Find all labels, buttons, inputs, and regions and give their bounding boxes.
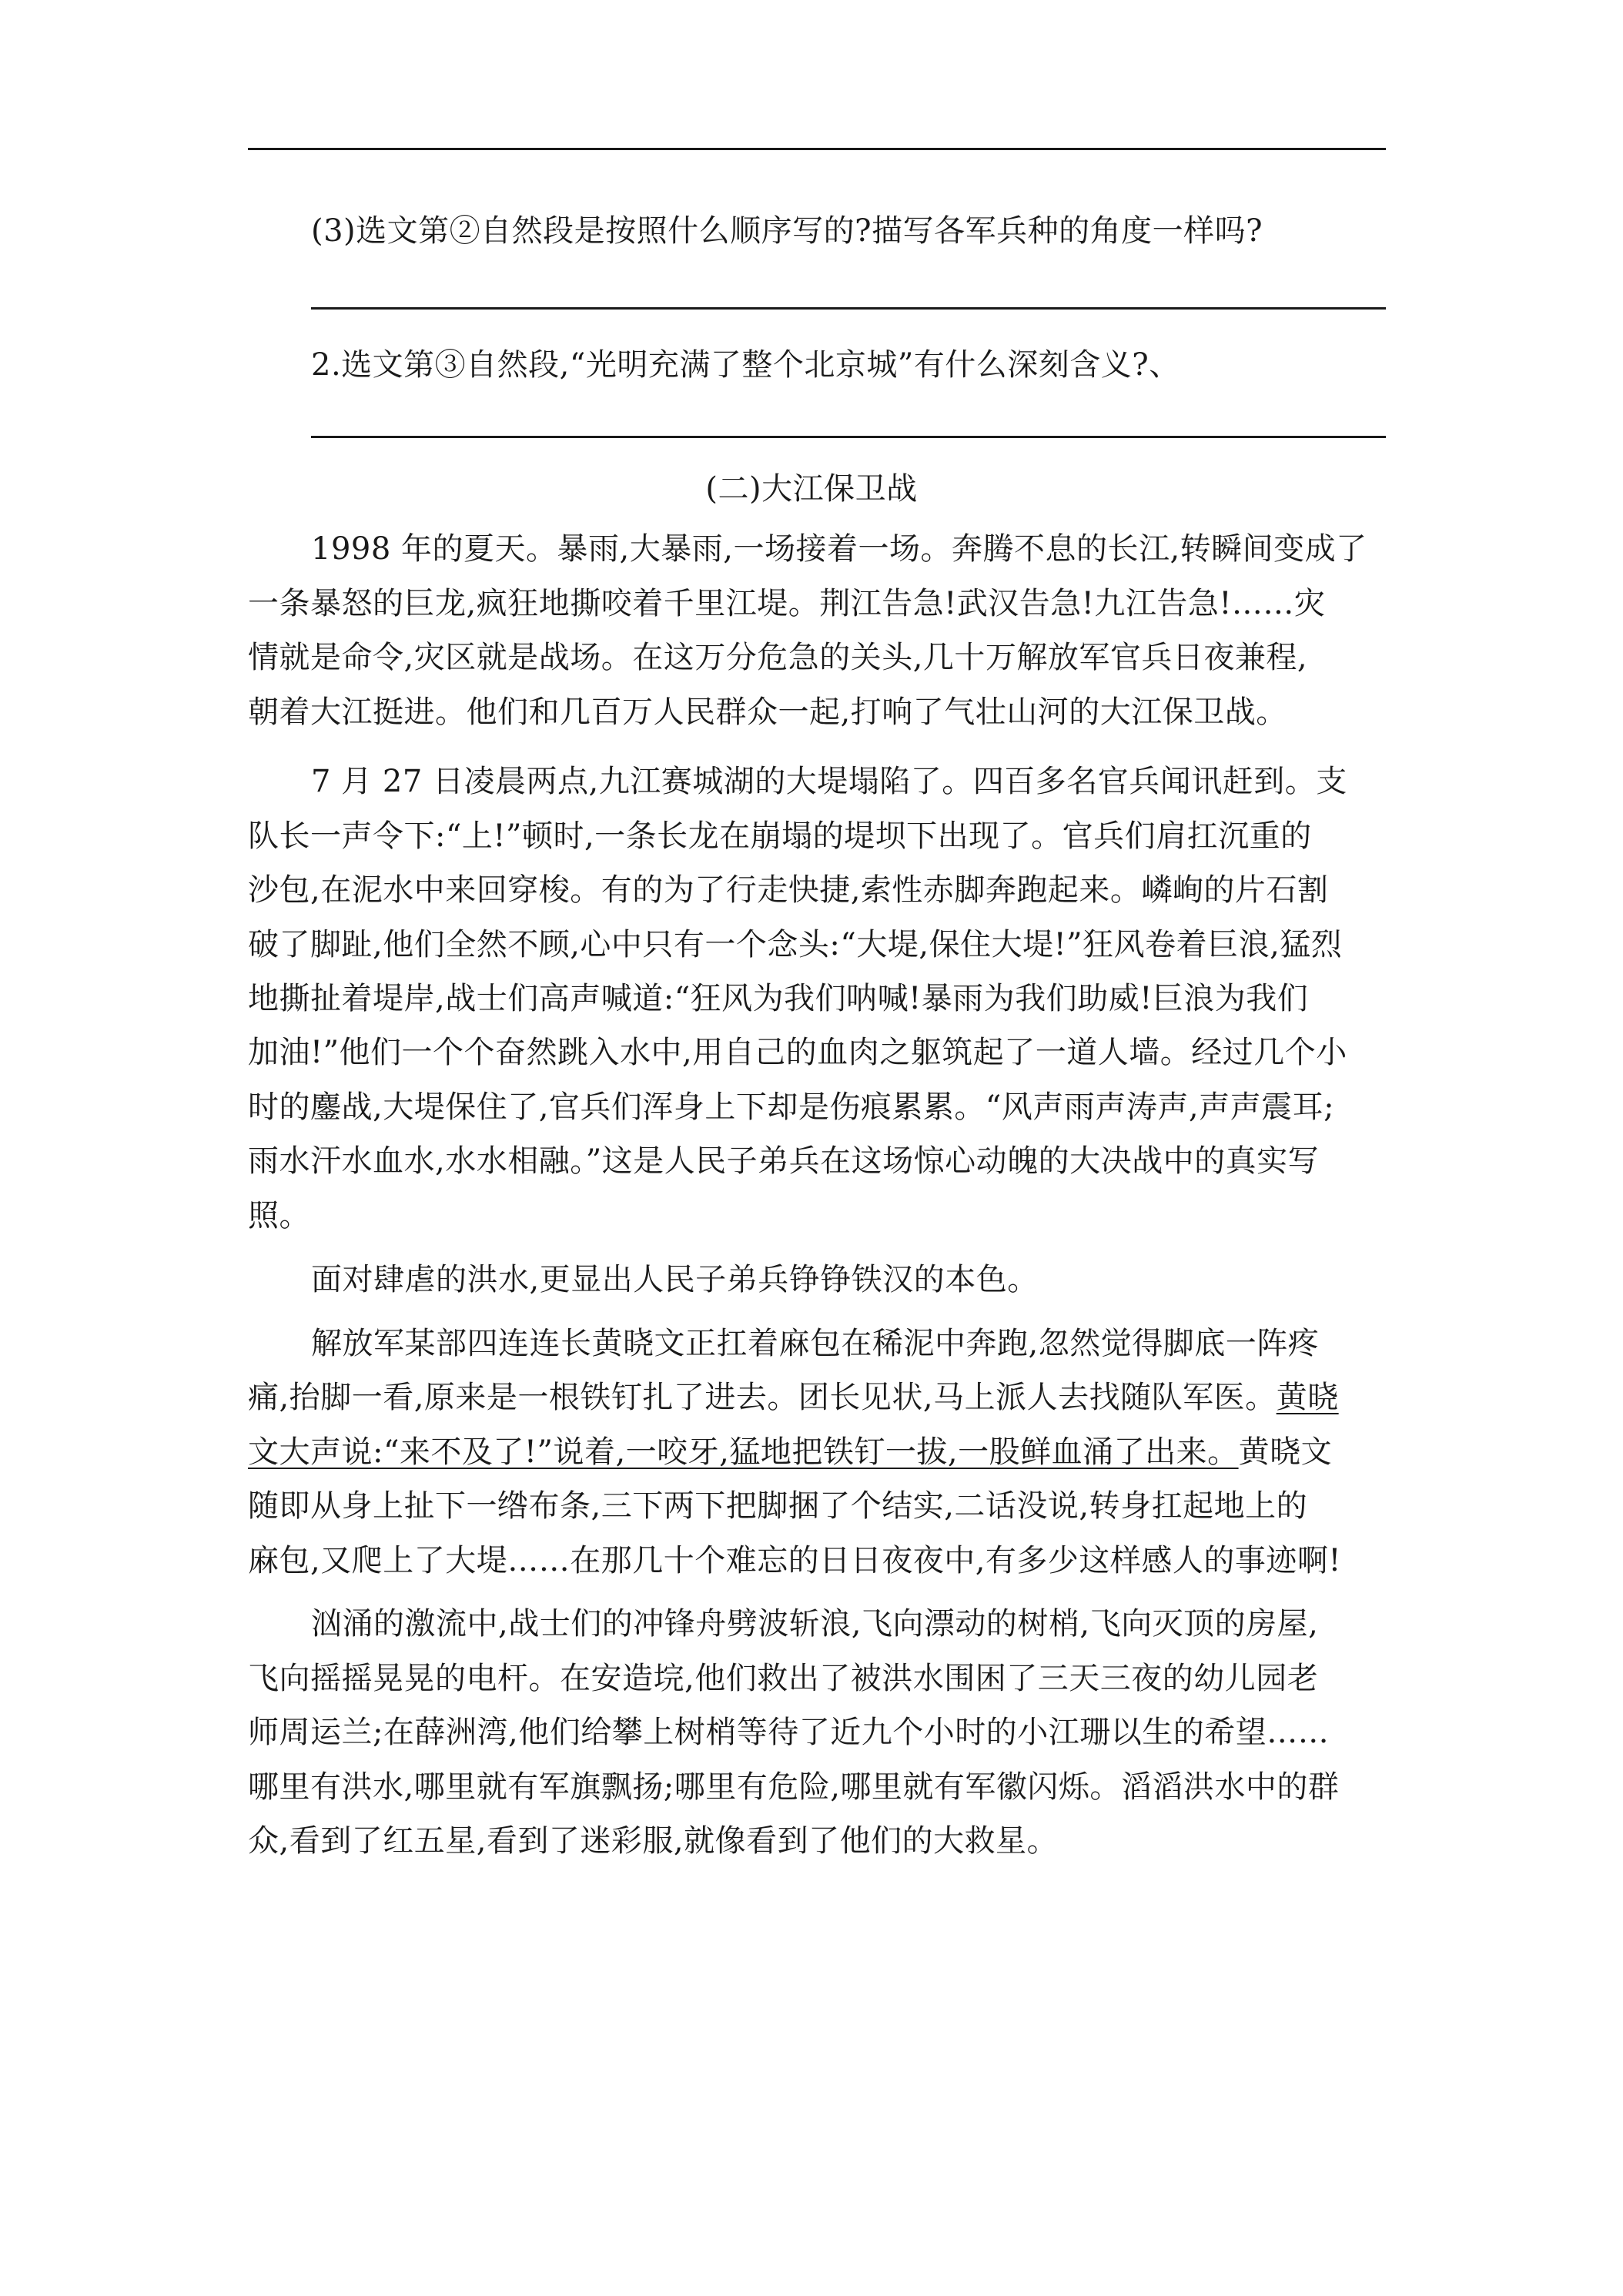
paragraph-line: 麻包,又爬上了大堤……在那几十个难忘的日日夜夜中,有多少这样感人的事迹啊! [248, 1543, 1342, 1578]
line-text: 痛,抬脚一看,原来是一根铁钉扎了进去。团长见状,马上派人去找随队军医。 [248, 1380, 1277, 1415]
answer-line [248, 148, 1386, 150]
paragraph-line: 一条暴怒的巨龙,疯狂地撕咬着千里江堤。荆江告急!武汉告急!九江告急!……灾 [248, 586, 1326, 621]
paragraph-line: 队长一声令下:“上!”顿时,一条长龙在崩塌的堤坝下出现了。官兵们肩扛沉重的 [248, 818, 1312, 854]
underlined-sentence: 文大声说:“来不及了!”说着,一咬牙,猛地把铁钉一拔,一股鲜血涌了出来。 [248, 1434, 1239, 1470]
paragraph-line: 随即从身上扯下一绺布条,三下两下把脚捆了个结实,二话没说,转身扛起地上的 [248, 1488, 1308, 1524]
paragraph-line: 雨水汗水血水,水水相融。”这是人民子弟兵在这场惊心动魄的大决战中的真实写 [248, 1143, 1320, 1179]
section-title: (二)大江保卫战 [705, 471, 918, 507]
line-text: 黄晓文 [1238, 1434, 1333, 1470]
paragraph-line: 朝着大江挺进。他们和几百万人民群众一起,打响了气壮山河的大江保卫战。 [248, 694, 1287, 730]
question-3: (3)选文第②自然段是按照什么顺序写的?描写各军兵种的角度一样吗? [311, 213, 1263, 249]
paragraph-line: 众,看到了红五星,看到了迷彩服,就像看到了他们的大救星。 [248, 1823, 1059, 1859]
paragraph-line [248, 1431, 1332, 1474]
paragraph-line: 1998 年的夏天。暴雨,大暴雨,一场接着一场。奔腾不息的长江,转瞬间变成了 [311, 531, 1367, 567]
underlined-sentence: 黄晓 [1276, 1380, 1339, 1415]
question-2: 2.选文第③自然段,“光明充满了整个北京城”有什么深刻含义?、 [311, 347, 1180, 383]
paragraph-line: 飞向摇摇晃晃的电杆。在安造垸,他们救出了被洪水围困了三天三夜的幼儿园老 [248, 1661, 1319, 1696]
paragraph-line: 照。 [248, 1198, 310, 1233]
answer-line [311, 307, 1386, 310]
paragraph-line: 时的鏖战,大堤保住了,官兵们浑身上下却是伤痕累累。“风声雨声涛声,声声震耳; [248, 1089, 1335, 1125]
paragraph-line: 情就是命令,灾区就是战场。在这万分危急的关头,几十万解放军官兵日夜兼程, [248, 640, 1308, 675]
paragraph-line: 师周运兰;在薛洲湾,他们给攀上树梢等待了近九个小时的小江珊以生的希望…… [248, 1715, 1330, 1750]
paragraph-line: 加油!”他们一个个奋然跳入水中,用自己的血肉之躯筑起了一道人墙。经过几个小 [248, 1035, 1347, 1070]
paragraph-line: 面对肆虐的洪水,更显出人民子弟兵铮铮铁汉的本色。 [311, 1262, 1039, 1297]
paragraph-line: 沙包,在泥水中来回穿梭。有的为了行走快捷,索性赤脚奔跑起来。嶙峋的片石割 [248, 872, 1329, 908]
paragraph-line: 解放军某部四连连长黄晓文正扛着麻包在稀泥中奔跑,忽然觉得脚底一阵疼 [311, 1326, 1320, 1361]
answer-line [311, 436, 1386, 438]
paragraph-line [248, 1376, 1339, 1419]
paragraph-line: 汹涌的激流中,战士们的冲锋舟劈波斩浪,飞向漂动的树梢,飞向灭顶的房屋, [311, 1606, 1319, 1642]
paragraph-line: 破了脚趾,他们全然不顾,心中只有一个念头:“大堤,保住大堤!”狂风卷着巨浪,猛烈 [248, 927, 1343, 962]
paragraph-line: 地撕扯着堤岸,战士们高声喊道:“狂风为我们呐喊!暴雨为我们助威!巨浪为我们 [248, 981, 1309, 1016]
paragraph-line: 7 月 27 日凌晨两点,九江赛城湖的大堤塌陷了。四百多名官兵闻讯赶到。支 [311, 764, 1347, 799]
paragraph-line: 哪里有洪水,哪里就有军旗飘扬;哪里有危险,哪里就有军徽闪烁。滔滔洪水中的群 [248, 1769, 1340, 1805]
